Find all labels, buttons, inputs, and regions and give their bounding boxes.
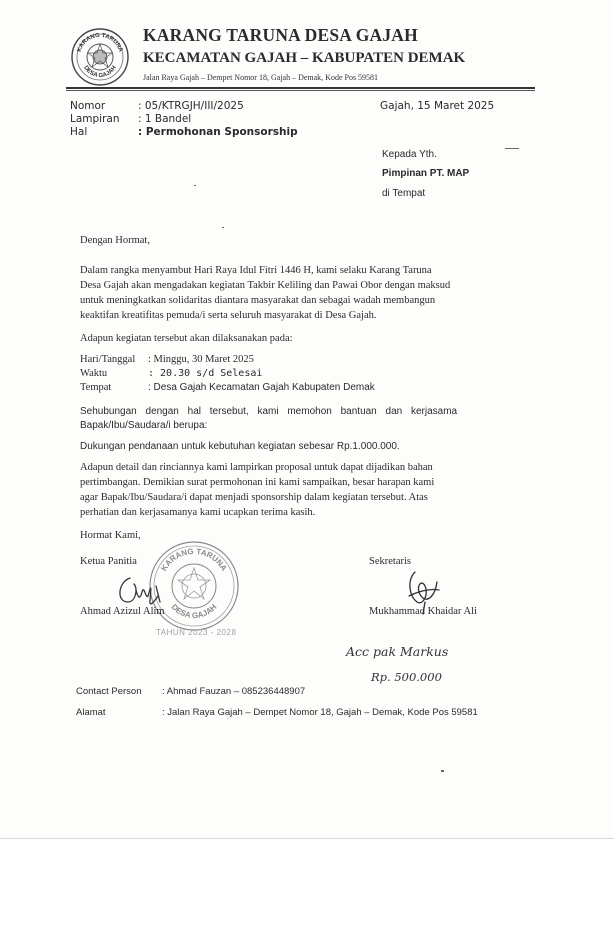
lampiran-label: Lampiran: [70, 113, 120, 125]
para1-line4: keaktifan kreatifitas pemuda/i serta seluruh masyarakat di Desa Gajah.: [80, 310, 377, 321]
stamp-year: TAHUN 2023 - 2028: [156, 628, 237, 637]
scan-speck: [222, 227, 224, 228]
closing: Hormat Kami,: [80, 530, 141, 541]
organization-district: KECAMATAN GAJAH – KABUPATEN DEMAK: [143, 50, 466, 66]
para1-line1: Dalam rangka menyambut Hari Raya Idul Fitri 1446 H, kami selaku Karang Taruna: [80, 265, 432, 276]
address-label: Alamat: [76, 707, 106, 718]
left-signer-name: Ahmad Azizul Alim: [80, 606, 165, 617]
lampiran-value: : 1 Bandel: [138, 113, 192, 125]
handwritten-approval: Acc pak Markus: [346, 644, 449, 659]
place-date: Gajah, 15 Maret 2025: [380, 100, 495, 112]
handwritten-amount: Rp. 500.000: [371, 670, 442, 684]
svg-text:DESA GAJAH: DESA GAJAH: [169, 602, 219, 621]
para3-line2: Bapak/Ibu/Saudara/i berupa:: [80, 420, 208, 431]
organization-logo: [70, 27, 130, 87]
svg-text:KARANG TARUNA: KARANG TARUNA: [76, 32, 124, 53]
header-divider-thin: [66, 90, 535, 91]
schedule-time-value: : 20.30 s/d Selesai: [148, 368, 263, 379]
header-divider: [66, 87, 535, 89]
schedule-day-label: Hari/Tanggal: [80, 354, 136, 365]
para4-line2: pertimbangan. Demikian surat permohonan ini kami sampaikan, besar harapan kami: [80, 477, 435, 488]
para4-line4: perhatian dan kerjasamanya kami ucapkan terima kasih.: [80, 507, 316, 518]
page-bottom-edge: [0, 838, 614, 839]
left-signer-title: Ketua Panitia: [80, 556, 137, 567]
address-value: : Jalan Raya Gajah – Dempet Nomor 18, Gajah – Demak, Kode Pos 59581: [162, 707, 478, 718]
contact-person-label: Contact Person: [76, 686, 142, 697]
para3-line1: Sehubungan dengan hal tersebut, kami memohon bantuan dan kerjasama: [80, 406, 458, 417]
organization-address: Jalan Raya Gajah – Dempet Nomor 18, Gajah – Demak, Kode Pos 59581: [143, 73, 379, 82]
schedule-day-value: : Minggu, 30 Maret 2025: [148, 354, 254, 365]
hal-value: : Permohonan Sponsorship: [138, 126, 298, 138]
nomor-label: Nomor: [70, 100, 106, 112]
scan-speck: [441, 770, 444, 772]
para2: Adapun kegiatan tersebut akan dilaksanakan pada:: [80, 333, 293, 344]
schedule-place-value: : Desa Gajah Kecamatan Gajah Kabupaten Demak: [148, 382, 375, 393]
recipient-salutation: Kepada Yth.: [382, 149, 437, 160]
para1-line3: untuk meningkatkan solidaritas diantara masyarakat dan sebagai wadah membangun: [80, 295, 436, 306]
svg-text:DESA GAJAH: DESA GAJAH: [82, 65, 118, 80]
schedule-place-label: Tempat: [80, 382, 112, 393]
nomor-value: : 05/KTRGJH/III/2025: [138, 100, 244, 112]
scan-mark: [505, 148, 519, 149]
para1-line2: Desa Gajah akan mengadakan kegiatan Takbir Keliling dan Pawai Obor dengan maksud: [80, 280, 451, 291]
svg-text:KARANG TARUNA: KARANG TARUNA: [159, 546, 229, 573]
greeting: Dengan Hormat,: [80, 235, 150, 246]
right-signer-name: Mukhammad Khaidar Ali: [369, 606, 477, 617]
organization-name: KARANG TARUNA DESA GAJAH: [143, 25, 418, 45]
para4-line1: Adapun detail dan rinciannya kami lampirkan proposal untuk dapat dijadikan bahan: [80, 462, 433, 473]
right-signer-title: Sekretaris: [369, 556, 411, 567]
para4-line3: agar Bapak/Ibu/Saudara/i dapat menjadi sponsorship dalam kegiatan tersebut. Atas: [80, 492, 428, 503]
hal-label: Hal: [70, 126, 88, 138]
contact-person-value: : Ahmad Fauzan – 085236448907: [162, 686, 306, 697]
schedule-time-label: Waktu: [80, 368, 108, 379]
recipient-name: Pimpinan PT. MAP: [382, 168, 470, 179]
scan-speck: [194, 185, 196, 186]
recipient-location: di Tempat: [382, 188, 426, 199]
funding-request: Dukungan pendanaan untuk kebutuhan kegiatan sebesar Rp.1.000.000.: [80, 441, 400, 452]
